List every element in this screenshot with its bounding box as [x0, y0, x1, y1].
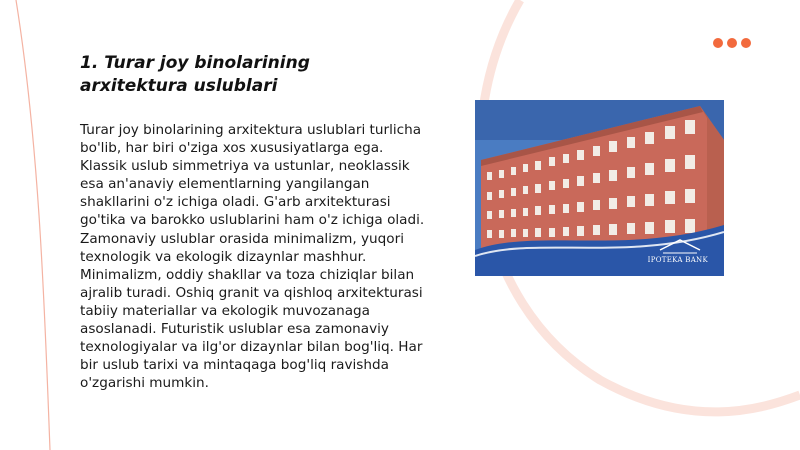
dot-icon	[741, 38, 751, 48]
slide-title: 1. Turar joy binolarining arxitektura uslublari	[80, 53, 310, 96]
dot-icon	[713, 38, 723, 48]
bank-logo-text: IPOTEKA BANK	[647, 256, 708, 264]
menu-dots-icon[interactable]	[713, 38, 751, 48]
dot-icon	[727, 38, 737, 48]
slide-body-text: Turar joy binolarining arxitektura uslublari turlicha bo'lib, har biri o'ziga xos xususiyatlarga ega. Klassik uslub simmetriya va ustunlar, neoklassik esa an'anaviy elementlarning yangilangan shakllarini o'z ichiga oladi. G'arb arxitekturasi go'tika va barokko uslublarini ham o'z ichiga oladi. Zamonaviy uslublar orasida minimalizm, yuqori texnologik va ekologik dizaynlar mashhur. Minimalizm, oddiy shakllar va toza chiziqlar bilan ajralib turadi. Oshiq granit va qishloq arxitekturasi tabiiy materiallar va ekologik muvozanaga asoslanadi. Futuristik uslublar esa zamonaviy texnologiyalar va ilg'or dizaynlar bilan bog'liq. Har bir uslub tarixi va mintaqaga bog'liq ravishda o'zgarishi mumkin.	[80, 122, 425, 392]
building-photo	[475, 100, 724, 276]
